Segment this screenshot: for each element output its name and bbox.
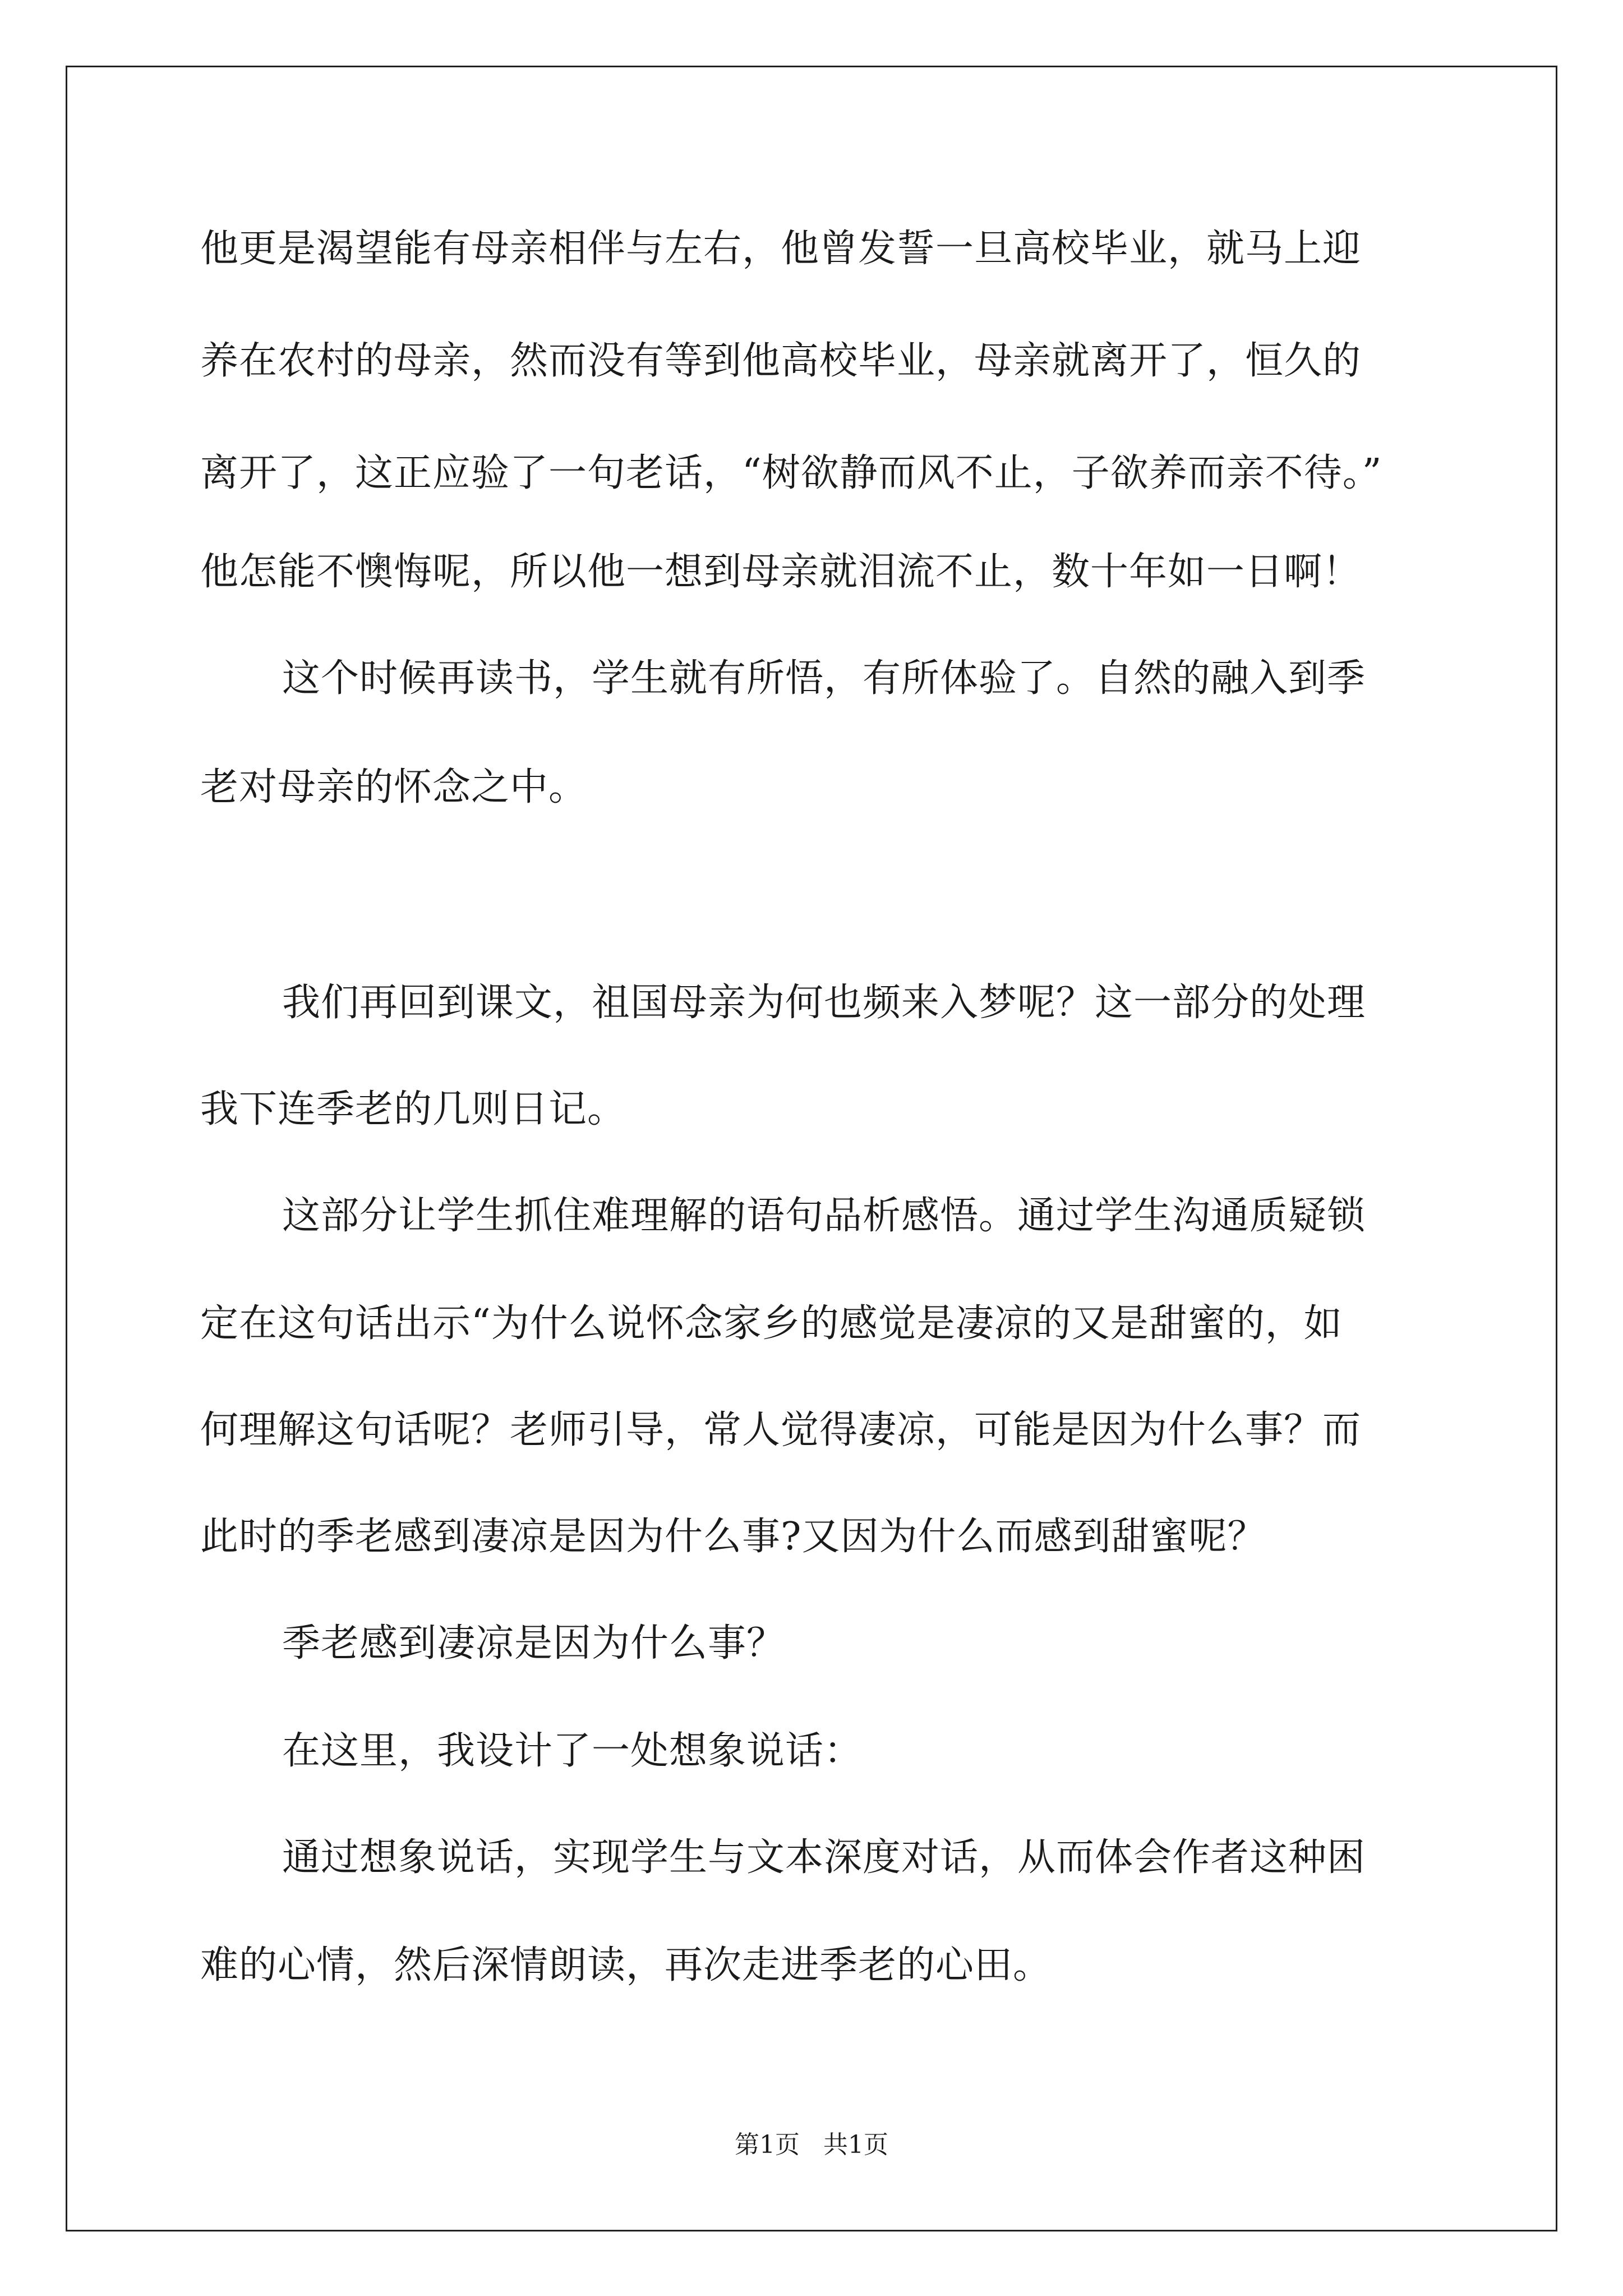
text-line: 离开了，这正应验了一句老话，“树欲静而风不止，子欲养而亲不待。” xyxy=(200,451,1382,495)
text-line: 养在农村的母亲，然而没有等到他高校毕业，母亲就离开了，恒久的 xyxy=(200,339,1362,383)
text-line: 通过想象说话，实现学生与文本深度对话，从而体会作者这种困 xyxy=(282,1835,1366,1880)
page-border xyxy=(66,66,1557,2231)
page-number: 第1页 共1页 xyxy=(735,2131,888,2159)
text-line: 在这里，我设计了一处想象说话： xyxy=(282,1729,863,1773)
text-line: 定在这句话出示“为什么说怀念家乡的感觉是凄凉的又是甜蜜的，如 xyxy=(200,1301,1343,1346)
text-line: 季老感到凄凉是因为什么事？ xyxy=(282,1621,786,1665)
text-line: 此时的季老感到凄凉是因为什么事?又因为什么而感到甜蜜呢？ xyxy=(200,1515,1266,1559)
text-line: 这部分让学生抓住难理解的语句品析感悟。通过学生沟通质疑锁 xyxy=(282,1194,1366,1238)
text-line: 老对母亲的怀念之中。 xyxy=(200,765,588,809)
text-line: 这个时候再读书，学生就有所悟，有所体验了。自然的融入到季 xyxy=(282,656,1366,701)
text-line: 难的心情，然后深情朗读，再次走进季老的心田。 xyxy=(200,1943,1052,1987)
text-line: 他怎能不懊悔呢，所以他一想到母亲就泪流不止，数十年如一日啊！ xyxy=(200,550,1362,594)
text-line: 何理解这句话呢？老师引导，常人觉得凄凉，可能是因为什么事？而 xyxy=(200,1408,1362,1452)
text-line: 我们再回到课文，祖国母亲为何也频来入梦呢？这一部分的处理 xyxy=(282,981,1366,1025)
text-line: 他更是渴望能有母亲相伴与左右，他曾发誓一旦高校毕业，就马上迎 xyxy=(200,227,1362,271)
text-line: 我下连季老的几则日记。 xyxy=(200,1087,626,1131)
